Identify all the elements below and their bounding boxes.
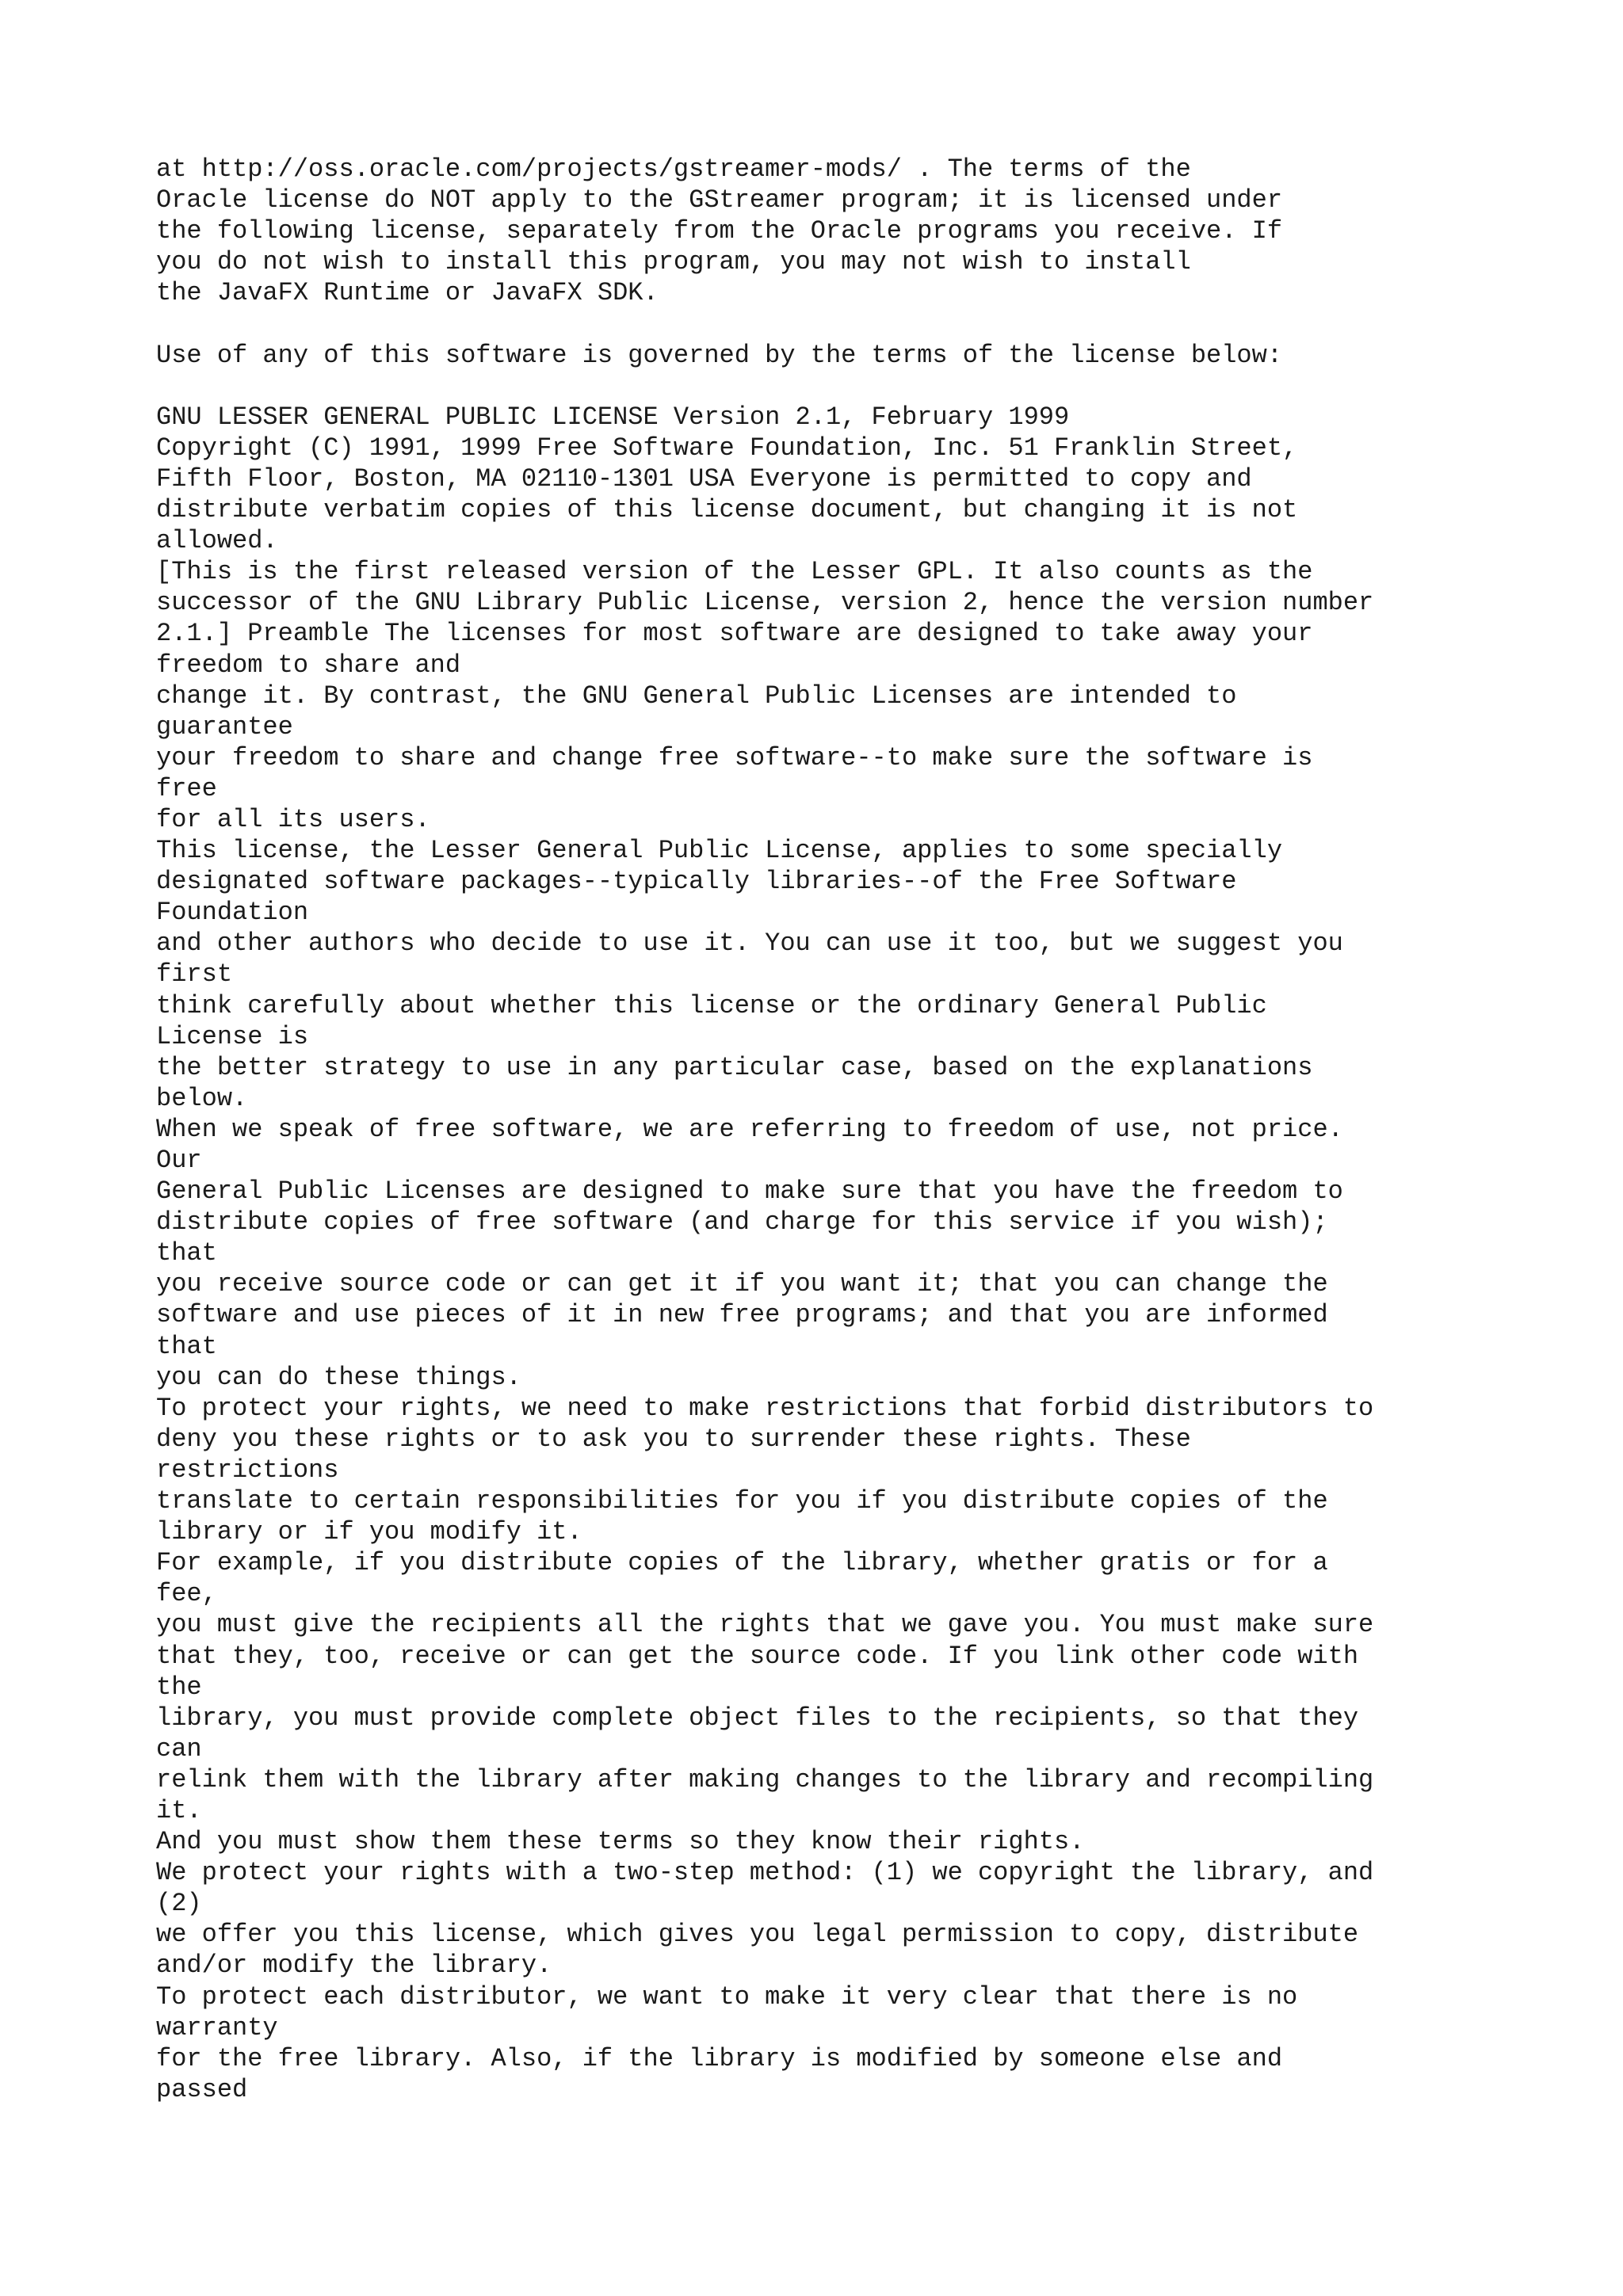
text-line: your freedom to share and change free software--to make sure the software is (156, 742, 1313, 772)
text-line: freedom to share and (156, 650, 461, 680)
text-line: and/or modify the library. (156, 1951, 552, 1981)
text-line: We protect your rights with a two-step method: (1) we copyright the library, and (156, 1858, 1374, 1888)
text-line: distribute verbatim copies of this license document, but changing it is not (156, 495, 1298, 525)
text-line: you can do these things. (156, 1362, 521, 1392)
text-line: Oracle license do NOT apply to the GStreamer program; it is licensed under (156, 185, 1283, 215)
text-line: distribute copies of free software (and charge for this service if you wish); (156, 1207, 1328, 1238)
text-line: And you must show them these terms so they know their rights. (156, 1827, 1085, 1857)
text-line: the following license, separately from the Oracle programs you receive. If (156, 216, 1283, 246)
text-line: To protect each distributor, we want to make it very clear that there is no (156, 1981, 1298, 2012)
text-line: the better strategy to use in any particular case, based on the explanations (156, 1052, 1313, 1082)
text-line: you do not wish to install this program, you may not wish to install (156, 247, 1191, 277)
text-line: [This is the first released version of the Lesser GPL. It also counts as the (156, 557, 1313, 587)
text-line: change it. By contrast, the GNU General Public Licenses are intended to (156, 681, 1237, 711)
text-line: you receive source code or can get it if you want it; that you can change the (156, 1269, 1328, 1299)
text-line: Our (156, 1146, 202, 1175)
text-line: that (156, 1331, 217, 1361)
text-line: below. (156, 1083, 248, 1113)
text-line: Fifth Floor, Boston, MA 02110-1301 USA Everyone is permitted to copy and (156, 463, 1252, 494)
text-line: This license, the Lesser General Public License, applies to some specially (156, 836, 1283, 866)
text-line: Use of any of this software is governed by the terms of the license below: (156, 340, 1283, 370)
text-line: at http://oss.oracle.com/projects/gstreamer-mods/ . The terms of the (156, 154, 1191, 184)
text-line: (2) (156, 1889, 202, 1919)
text-line: deny you these rights or to ask you to surrender these rights. These (156, 1424, 1191, 1454)
license-document (156, 154, 1583, 2105)
text-line: Foundation (156, 898, 309, 928)
text-line: To protect your rights, we need to make restrictions that forbid distributors to (156, 1393, 1374, 1423)
text-line: and other authors who decide to use it. You can use it too, but we suggest you (156, 929, 1343, 959)
text-line: it. (156, 1795, 202, 1825)
text-line: library or if you modify it. (156, 1517, 582, 1547)
text-line: allowed. (156, 526, 278, 556)
text-line: the JavaFX Runtime or JavaFX SDK. (156, 278, 659, 308)
text-line: For example, if you distribute copies of the library, whether gratis or for a (156, 1548, 1328, 1578)
text-line: software and use pieces of it in new free programs; and that you are informed (156, 1300, 1328, 1330)
text-line: General Public Licenses are designed to make sure that you have the freedom to (156, 1177, 1343, 1207)
text-line: designated software packages--typically libraries--of the Free Software (156, 867, 1237, 897)
text-line: we offer you this license, which gives you legal permission to copy, distribute (156, 1920, 1359, 1950)
text-line: for the free library. Also, if the library is modified by someone else and (156, 2043, 1283, 2073)
text-line: guarantee (156, 711, 293, 742)
text-line: fee, (156, 1579, 217, 1609)
text-line: library, you must provide complete object files to the recipients, so that they (156, 1703, 1359, 1733)
text-line: the (156, 1672, 202, 1702)
text-line: think carefully about whether this license or the ordinary General Public (156, 990, 1267, 1020)
text-line: for all its users. (156, 804, 430, 834)
text-line: When we speak of free software, we are referring to freedom of use, not price. (156, 1114, 1343, 1144)
text-line: successor of the GNU Library Public License, version 2, hence the version number (156, 588, 1374, 618)
license-title: GNU LESSER GENERAL PUBLIC LICENSE Version 2.1, February 1999 (156, 402, 1070, 432)
text-line: translate to certain responsibilities for you if you distribute copies of the (156, 1486, 1328, 1516)
blank-line (156, 371, 1583, 402)
blank-line (156, 308, 1583, 339)
text-line: License is (156, 1021, 309, 1051)
text-line: you must give the recipients all the rights that we gave you. You must make sure (156, 1610, 1374, 1640)
text-line: warranty (156, 2012, 278, 2042)
text-line: 2.1.] Preamble The licenses for most software are designed to take away your (156, 619, 1313, 649)
text-line: that they, too, receive or can get the source code. If you link other code with (156, 1641, 1359, 1671)
text-line: that (156, 1238, 217, 1268)
text-line: free (156, 773, 217, 803)
text-line: relink them with the library after making changes to the library and recompiling (156, 1764, 1374, 1794)
text-line: can (156, 1733, 202, 1764)
text-line: passed (156, 2074, 248, 2104)
text-line: first (156, 959, 233, 990)
text-line: Copyright (C) 1991, 1999 Free Software Foundation, Inc. 51 Franklin Street, (156, 433, 1298, 463)
text-line: restrictions (156, 1455, 339, 1485)
